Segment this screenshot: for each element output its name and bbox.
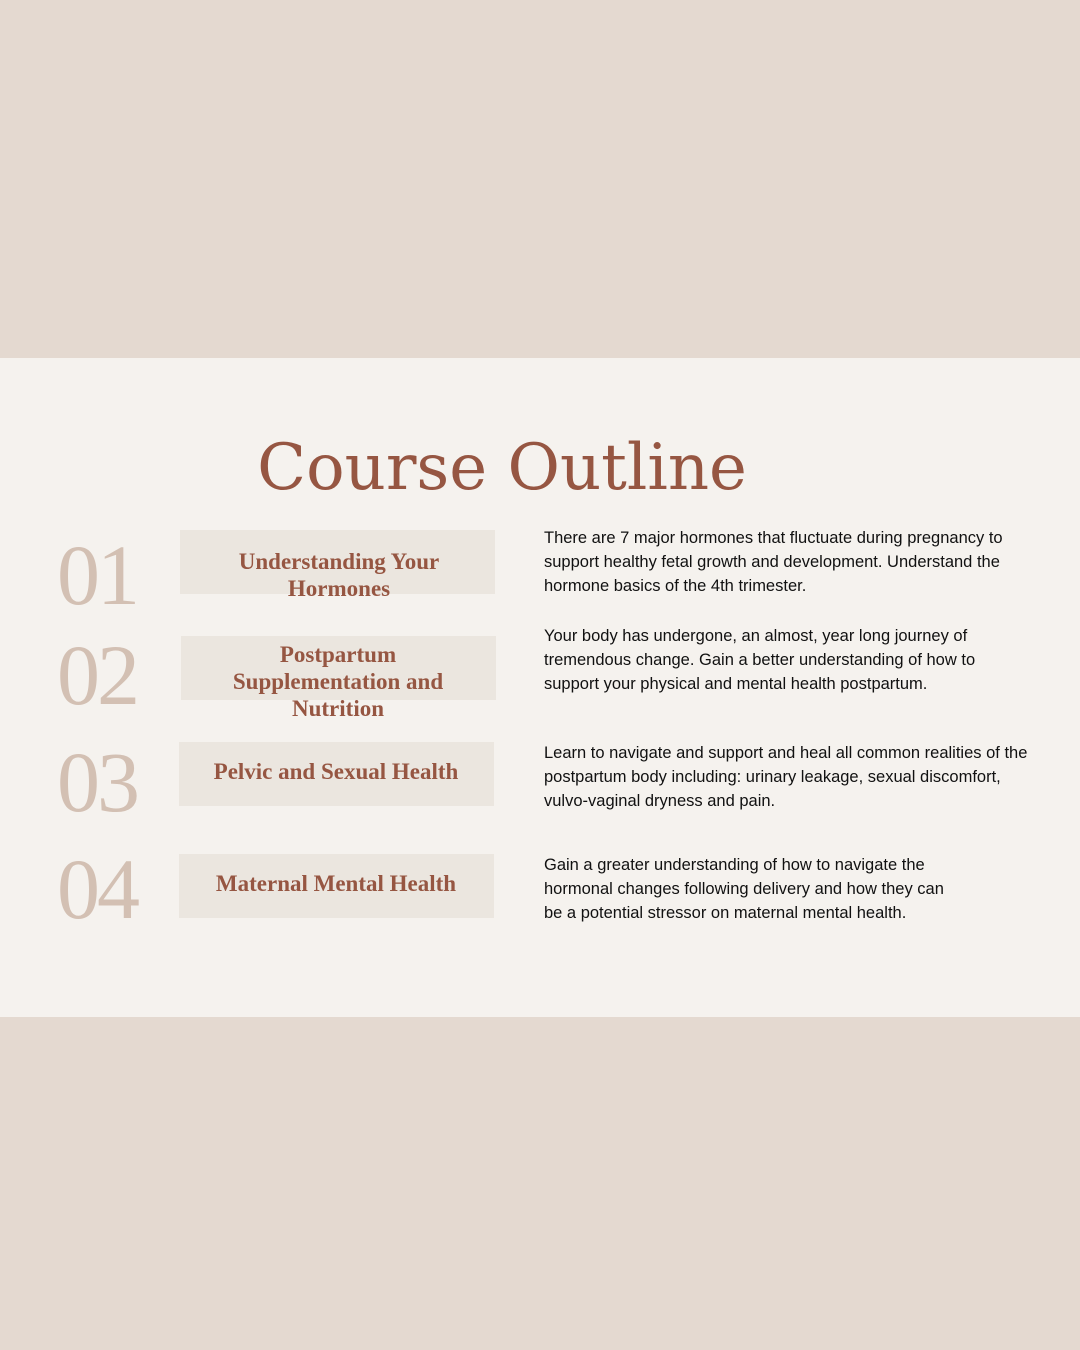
item-label-04: Maternal Mental Health xyxy=(215,871,457,896)
item-number-04: 04 xyxy=(57,841,137,937)
item-label-03: Pelvic and Sexual Health xyxy=(213,759,459,784)
item-label-01: Understanding Your Hormones xyxy=(238,549,440,601)
bottom-background-band xyxy=(0,1017,1080,1350)
item-description-01: There are 7 major hormones that fluctuate during pregnancy to support healthy fetal growth and development. Understand the hormone basics of the 4th trimester. xyxy=(544,529,1003,595)
item-number-02: 02 xyxy=(57,627,137,723)
top-background-band xyxy=(0,0,1080,358)
item-label-02: Postpartum Supplementation and Nutrition xyxy=(232,642,444,721)
item-description-03: Learn to navigate and support and heal all common realities of the postpartum body including: urinary leakage, sexual discomfort, vulvo-vaginal dryness and pain. xyxy=(544,744,1028,810)
item-number-01: 01 xyxy=(57,527,137,623)
page-title: Course Outline xyxy=(257,431,747,505)
item-description-02: Your body has undergone, an almost, year long journey of tremendous change. Gain a better understanding of how to support your physical and mental health postpartum. xyxy=(544,627,976,693)
item-number-03: 03 xyxy=(57,734,137,830)
item-description-04: Gain a greater understanding of how to navigate the hormonal changes following delivery and how they can be a potential stressor on maternal mental health. xyxy=(544,856,944,922)
